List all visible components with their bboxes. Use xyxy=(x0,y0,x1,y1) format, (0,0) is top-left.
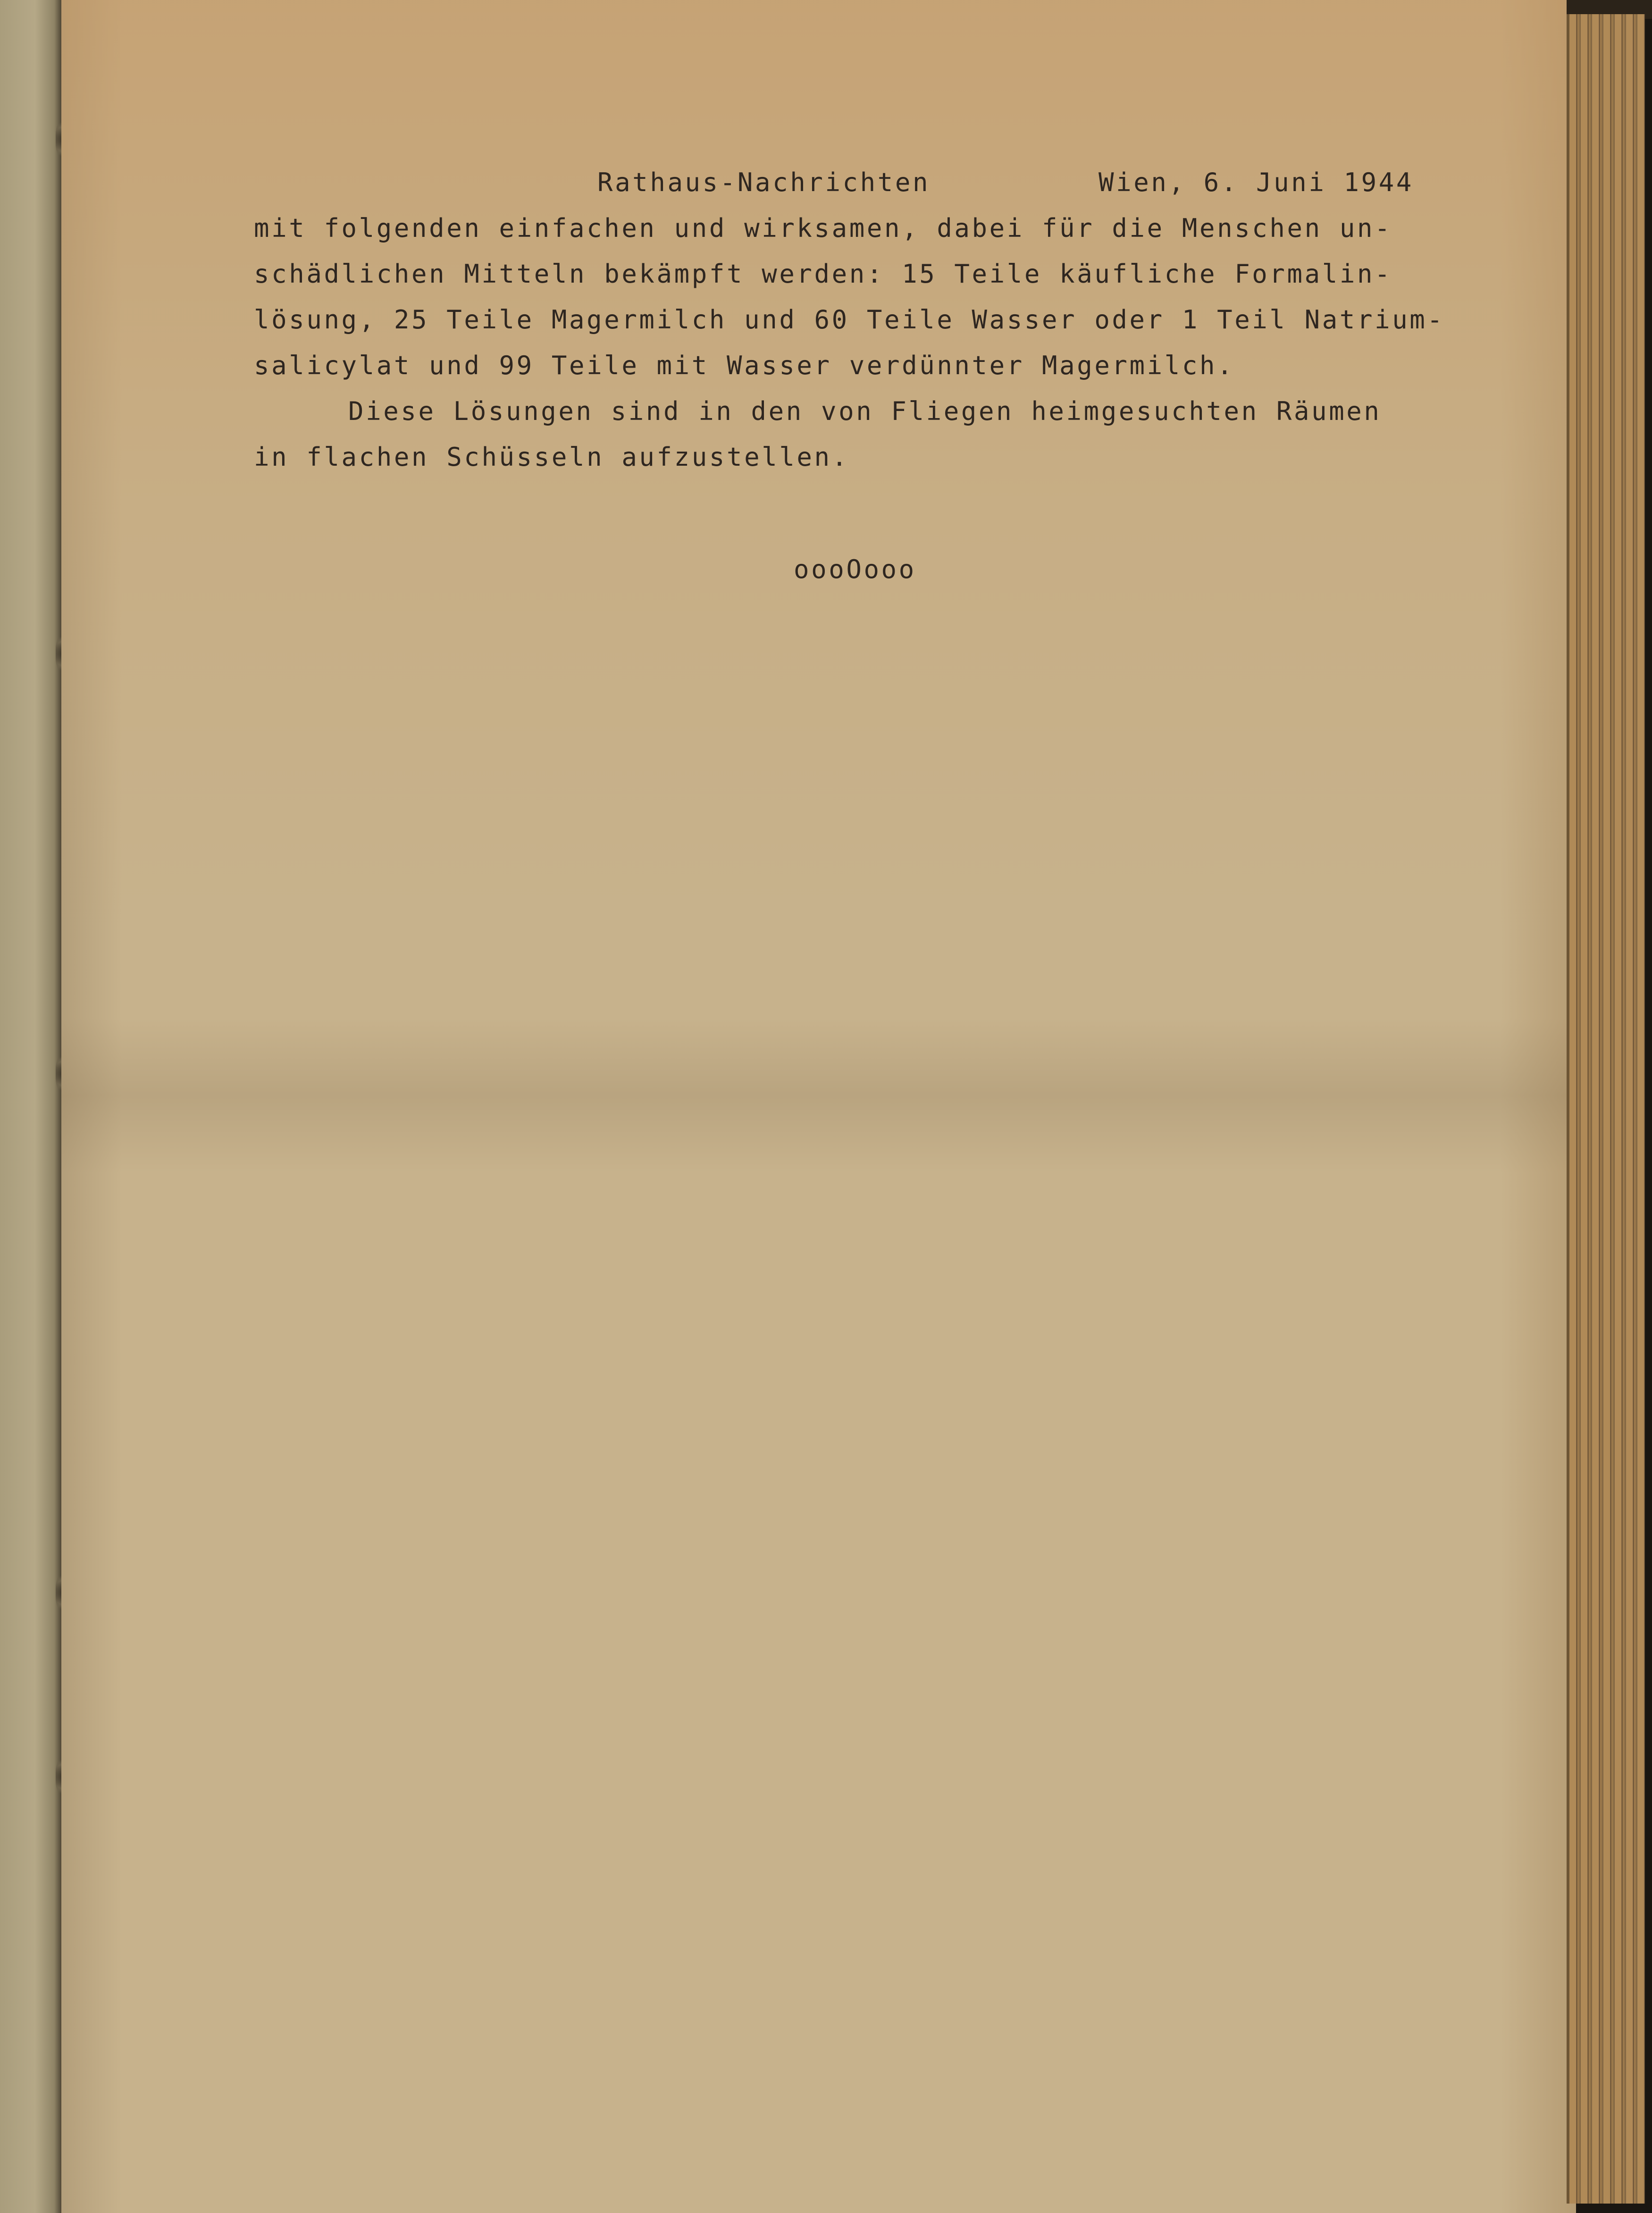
paragraph-1 xyxy=(254,205,1566,388)
text-line: mit folgenden einfachen und wirksamen, dabei für die Menschen un- xyxy=(254,213,1392,243)
header-date: Wien, 6. Juni 1944 xyxy=(1099,168,1414,197)
text-line: Diese Lösungen sind in den von Fliegen heimgesuchten Räumen xyxy=(348,396,1382,426)
text-line: lösung, 25 Teile Magermilch und 60 Teile Wasser oder 1 Teil Natrium- xyxy=(254,305,1445,335)
page-header xyxy=(254,168,1566,205)
text-line: in flachen Schüsseln aufzustellen. xyxy=(254,442,849,472)
paragraph-2 xyxy=(254,388,1566,480)
section-separator: oooOooo xyxy=(794,554,916,584)
left-page-edge xyxy=(0,0,64,2213)
page-stack-edge xyxy=(1567,14,1645,2204)
text-line: schädlichen Mitteln bekämpft werden: 15 Teile käufliche Formalin- xyxy=(254,259,1392,289)
typewritten-text xyxy=(254,168,1566,584)
header-source: Rathaus-Nachrichten xyxy=(597,168,931,197)
text-line: salicylat und 99 Teile mit Wasser verdünnter Magermilch. xyxy=(254,351,1235,380)
